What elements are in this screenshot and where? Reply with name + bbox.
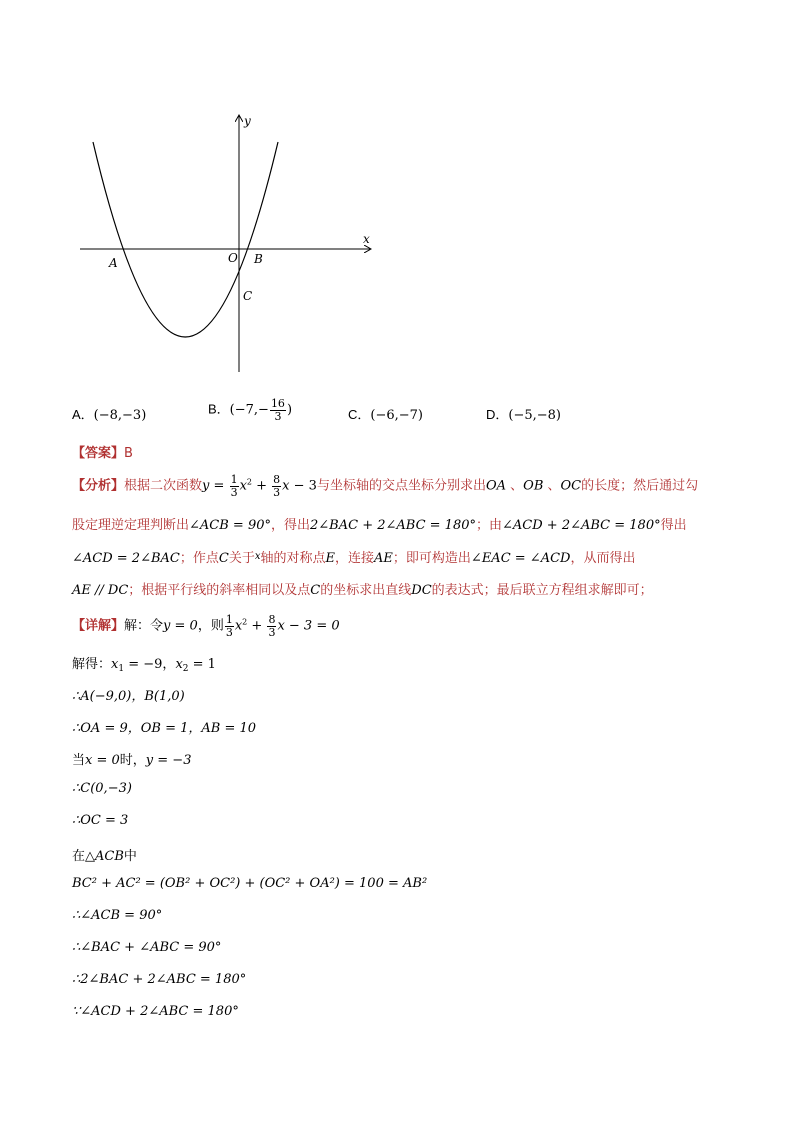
detail-step-solve — [72, 653, 216, 674]
analysis-line-1 — [72, 474, 698, 498]
option-b-post: ) — [286, 402, 293, 418]
fraction — [272, 474, 281, 498]
point-a-label: A — [109, 256, 118, 270]
math-expr: y = −3 — [145, 753, 192, 768]
analysis-line-3 — [72, 547, 635, 566]
option-d-value: (−5,−8) — [508, 408, 561, 423]
analysis-text: 得出 — [660, 518, 687, 533]
parabola-graph-svg — [72, 112, 382, 382]
math-expr: y = 0 — [163, 618, 198, 634]
math-var: OA — [485, 478, 507, 494]
math-expr: △ACB — [85, 849, 124, 864]
analysis-text: 的长度；然后通过勾 — [581, 478, 699, 494]
option-d — [486, 404, 561, 423]
analysis-text: ；即可构造出 — [392, 551, 471, 566]
math-var: OB — [523, 478, 544, 494]
detail-step-double-sum: ∴2∠BAC + 2∠ABC = 180° — [72, 972, 247, 987]
fraction-num: 8 — [273, 473, 281, 486]
detail-step-x0 — [72, 749, 191, 768]
math-expr: x = 0 — [85, 753, 120, 768]
analysis-text: 股定理逆定理判断出 — [72, 518, 190, 533]
detail-tag: 【详解】 — [72, 618, 125, 634]
analysis-text: ，连接 — [335, 551, 375, 566]
option-c-value: (−6,−7) — [370, 408, 423, 423]
detail-text: ， — [162, 657, 176, 672]
analysis-text: 的坐标求出直线 — [320, 583, 412, 598]
math-var: C — [218, 551, 229, 566]
math-subscript: 2 — [182, 664, 189, 674]
math-expr: ∠ACD = 2∠BAC — [72, 551, 180, 566]
math-op: + — [252, 478, 272, 494]
fraction — [225, 614, 234, 638]
detail-step-points-ab: ∴A(−9,0)，B(1,0) — [72, 689, 185, 704]
math-var: y — [202, 478, 210, 494]
math-var: AE — [374, 551, 393, 566]
math-expr: = −9 — [124, 657, 163, 672]
math-var: DC — [411, 583, 432, 598]
math-var: x — [254, 551, 261, 562]
analysis-text: ，得出 — [271, 518, 311, 533]
axis-x-label: x — [363, 232, 370, 246]
option-d-letter: D． — [486, 407, 509, 422]
analysis-text: ；根据平行线的斜率相同以及点 — [128, 583, 311, 598]
axis-y-label: y — [244, 114, 251, 128]
detail-step-pythagoras: BC² + AC² = (OB² + OC²) + (OC² + OA²) = 100 = AB² — [72, 876, 428, 891]
detail-text: ，则 — [197, 618, 224, 634]
option-b — [208, 398, 292, 422]
fraction — [267, 614, 276, 638]
math-expr: ∠ACD + 2∠ABC = 180° — [502, 518, 661, 533]
analysis-text: 、 — [506, 478, 524, 494]
math-expr: x − 3 = 0 — [277, 618, 340, 634]
analysis-text: ，从而得出 — [570, 551, 636, 566]
detail-step-given: ∵∠ACD + 2∠ABC = 180° — [72, 1004, 239, 1019]
option-a-letter: A． — [72, 407, 94, 422]
detail-step-oc: ∴OC = 3 — [72, 813, 129, 828]
answer-value: B — [124, 446, 133, 461]
math-var: x — [234, 618, 243, 634]
analysis-text: 根据二次函数 — [124, 478, 203, 494]
detail-step-triangle — [72, 845, 137, 864]
answer-options — [72, 398, 722, 430]
analysis-text: 的表达式；最后联立方程组求解即可； — [431, 583, 653, 598]
analysis-text: ；由 — [476, 518, 503, 533]
point-b-label: B — [254, 252, 263, 266]
option-c — [348, 404, 423, 423]
math-op: + — [247, 618, 267, 634]
math-var: OC — [560, 478, 582, 494]
detail-text: 当 — [72, 753, 86, 768]
math-op: = — [209, 478, 229, 494]
option-b-letter: B． — [208, 401, 230, 417]
fraction-num: 1 — [230, 473, 238, 486]
detail-line-1 — [72, 614, 340, 638]
analysis-text: 关于 — [228, 551, 255, 566]
analysis-text: ；作点 — [179, 551, 219, 566]
detail-text: 中 — [123, 849, 137, 864]
math-var: x — [175, 657, 183, 672]
option-a — [72, 404, 146, 423]
math-expr: AE // DC — [72, 583, 129, 598]
detail-step-angle-sum: ∴∠BAC + ∠ABC = 90° — [72, 940, 222, 955]
option-b-pre: (−7,− — [229, 402, 269, 418]
analysis-text: 与坐标轴的交点坐标分别求出 — [316, 478, 486, 494]
answer-tag: 【答案】 — [72, 446, 125, 461]
analysis-line-2 — [72, 514, 687, 533]
detail-step-point-c: ∴C(0,−3) — [72, 781, 132, 796]
math-exp: 2 — [242, 617, 248, 627]
option-a-value: (−8,−3) — [93, 408, 147, 423]
analysis-line-4 — [72, 579, 653, 598]
fraction-num: 8 — [268, 613, 276, 626]
analysis-text: 、 — [543, 478, 561, 494]
math-expr: ∠EAC = ∠ACD — [470, 551, 571, 566]
analysis-text: 轴的对称点 — [260, 551, 326, 566]
math-var: E — [325, 551, 335, 566]
math-expr: 2∠BAC + 2∠ABC = 180° — [310, 518, 476, 533]
fraction-den: 3 — [273, 485, 281, 499]
point-o-label: O — [228, 251, 238, 265]
fraction-den: 3 — [268, 625, 276, 639]
option-b-num: 16 — [270, 397, 285, 410]
math-var: C — [310, 583, 321, 598]
point-c-label: C — [243, 289, 253, 303]
math-var: x — [239, 478, 247, 494]
math-subscript: 1 — [118, 664, 125, 674]
fraction — [230, 474, 239, 498]
math-op: − 3 — [289, 478, 317, 494]
parabola-curve — [93, 142, 278, 337]
fraction-num: 1 — [225, 613, 233, 626]
math-var: x — [111, 657, 119, 672]
option-b-fraction — [270, 398, 286, 422]
detail-text: 在 — [72, 849, 86, 864]
detail-step-right-angle: ∴∠ACB = 90° — [72, 908, 163, 923]
detail-step-lengths: ∴OA = 9，OB = 1，AB = 10 — [72, 721, 257, 736]
option-c-letter: C． — [348, 407, 371, 422]
fraction-den: 3 — [230, 485, 238, 499]
answer-line — [72, 442, 133, 461]
detail-text: 解得： — [72, 657, 112, 672]
option-b-den: 3 — [274, 409, 282, 423]
math-exp: 2 — [246, 477, 252, 487]
math-var: x — [282, 478, 290, 494]
math-expr: ∠ACB = 90° — [189, 518, 271, 533]
math-expr: = 1 — [188, 657, 216, 672]
analysis-tag: 【分析】 — [72, 478, 125, 494]
detail-text: 解：令 — [124, 618, 164, 634]
parabola-graph — [72, 112, 382, 382]
detail-text: 时， — [119, 753, 146, 768]
fraction-den: 3 — [225, 625, 233, 639]
